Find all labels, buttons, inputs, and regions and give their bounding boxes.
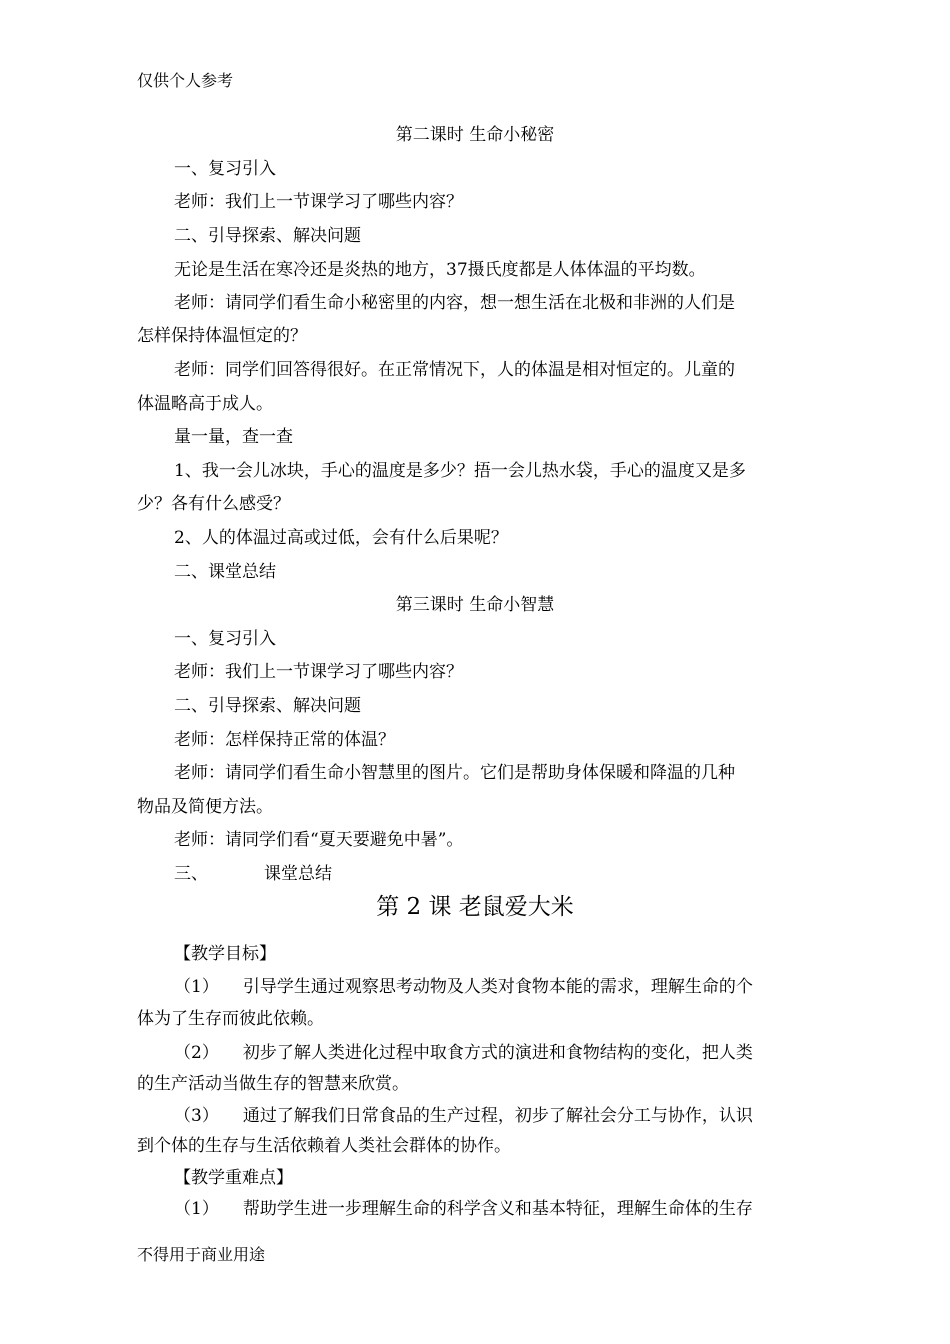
lesson2-teacher-question: 老师：我们上一节课学习了哪些内容？ [174, 192, 463, 212]
key-point-1-line-1 [174, 1198, 753, 1220]
lesson3-title: 第三课时 生命小智慧 [395, 595, 555, 615]
lesson2-question-1-line-2: 少？各有什么感受？ [137, 494, 290, 514]
lesson2-paragraph-1: 无论是生活在寒冷还是炎热的地方，37摄氏度都是人体体温的平均数。 [174, 260, 706, 280]
objective-1-text: 引导学生通过观察思考动物及人类对食物本能的需求，理解生命的个 [242, 977, 753, 997]
objective-3-text: 通过了解我们日常食品的生产过程，初步了解社会分工与协作，认识 [242, 1106, 753, 1126]
header-note: 仅供个人参考 [137, 71, 234, 90]
objectives-heading: 【教学目标】 [174, 944, 276, 964]
objective-3-line-1 [174, 1105, 753, 1127]
objective-2-text: 初步了解人类进化过程中取食方式的演进和食物结构的变化，把人类 [242, 1043, 753, 1063]
lesson2-explore-heading: 二、引导探索、解决问题 [174, 226, 361, 246]
lesson2-paragraph-2-line-2: 怎样保持体温恒定的？ [137, 326, 307, 346]
footer-note: 不得用于商业用途 [137, 1245, 266, 1264]
key-points-heading: 【教学重难点】 [174, 1168, 293, 1188]
lesson2-summary-heading: 二、课堂总结 [174, 562, 276, 582]
objective-1-line-1 [174, 976, 753, 998]
objective-3-number: （3） [174, 1106, 219, 1126]
lesson3-summary-heading [174, 863, 332, 885]
lesson2-paragraph-2-line-1: 老师：请同学们看生命小秘密里的内容，想一想生活在北极和非洲的人们是 [174, 293, 735, 313]
objective-1-number: （1） [174, 977, 219, 997]
lesson2-paragraph-3-line-2: 体温略高于成人。 [137, 394, 273, 414]
lesson3-explore-heading: 二、引导探索、解决问题 [174, 696, 361, 716]
key-point-1-number: （1） [174, 1199, 219, 1219]
lesson3-teacher-question-2: 老师：怎样保持正常的体温？ [174, 730, 395, 750]
lesson2-title: 第二课时 生命小秘密 [395, 125, 555, 145]
lesson3-paragraph-1-line-1: 老师：请同学们看生命小智慧里的图片。它们是帮助身体保暖和降温的几种 [174, 763, 735, 783]
lesson2-measure-heading: 量一量，查一查 [174, 427, 293, 447]
objective-2-number: （2） [174, 1043, 219, 1063]
lesson2-review-heading: 一、复习引入 [174, 159, 276, 179]
objective-2-line-2: 的生产活动当做生存的智慧来欣赏。 [137, 1074, 409, 1094]
lesson3-paragraph-2: 老师：请同学们看“夏天要避免中暑”。 [174, 830, 464, 850]
lesson2-question-1-line-1: 1、我一会儿冰块，手心的温度是多少？捂一会儿热水袋，手心的温度又是多 [174, 461, 746, 481]
objective-3-line-2: 到个体的生存与生活依赖着人类社会群体的协作。 [137, 1136, 511, 1156]
lesson2-paragraph-3-line-1: 老师：同学们回答得很好。在正常情况下，人的体温是相对恒定的。儿童的 [174, 360, 735, 380]
lesson3-summary-number: 三、 [174, 864, 208, 884]
lesson3-review-heading: 一、复习引入 [174, 629, 276, 649]
chapter-title: 第 2 课 老鼠爱大米 [376, 894, 574, 920]
lesson3-summary-text: 课堂总结 [264, 864, 332, 884]
lesson2-question-2: 2、人的体温过高或过低，会有什么后果呢？ [174, 528, 508, 548]
lesson3-paragraph-1-line-2: 物品及简便方法。 [137, 797, 273, 817]
key-point-1-text: 帮助学生进一步理解生命的科学含义和基本特征，理解生命体的生存 [242, 1199, 753, 1219]
lesson3-teacher-question-1: 老师：我们上一节课学习了哪些内容？ [174, 662, 463, 682]
objective-2-line-1 [174, 1042, 753, 1064]
objective-1-line-2: 体为了生存而彼此依赖。 [137, 1009, 324, 1029]
